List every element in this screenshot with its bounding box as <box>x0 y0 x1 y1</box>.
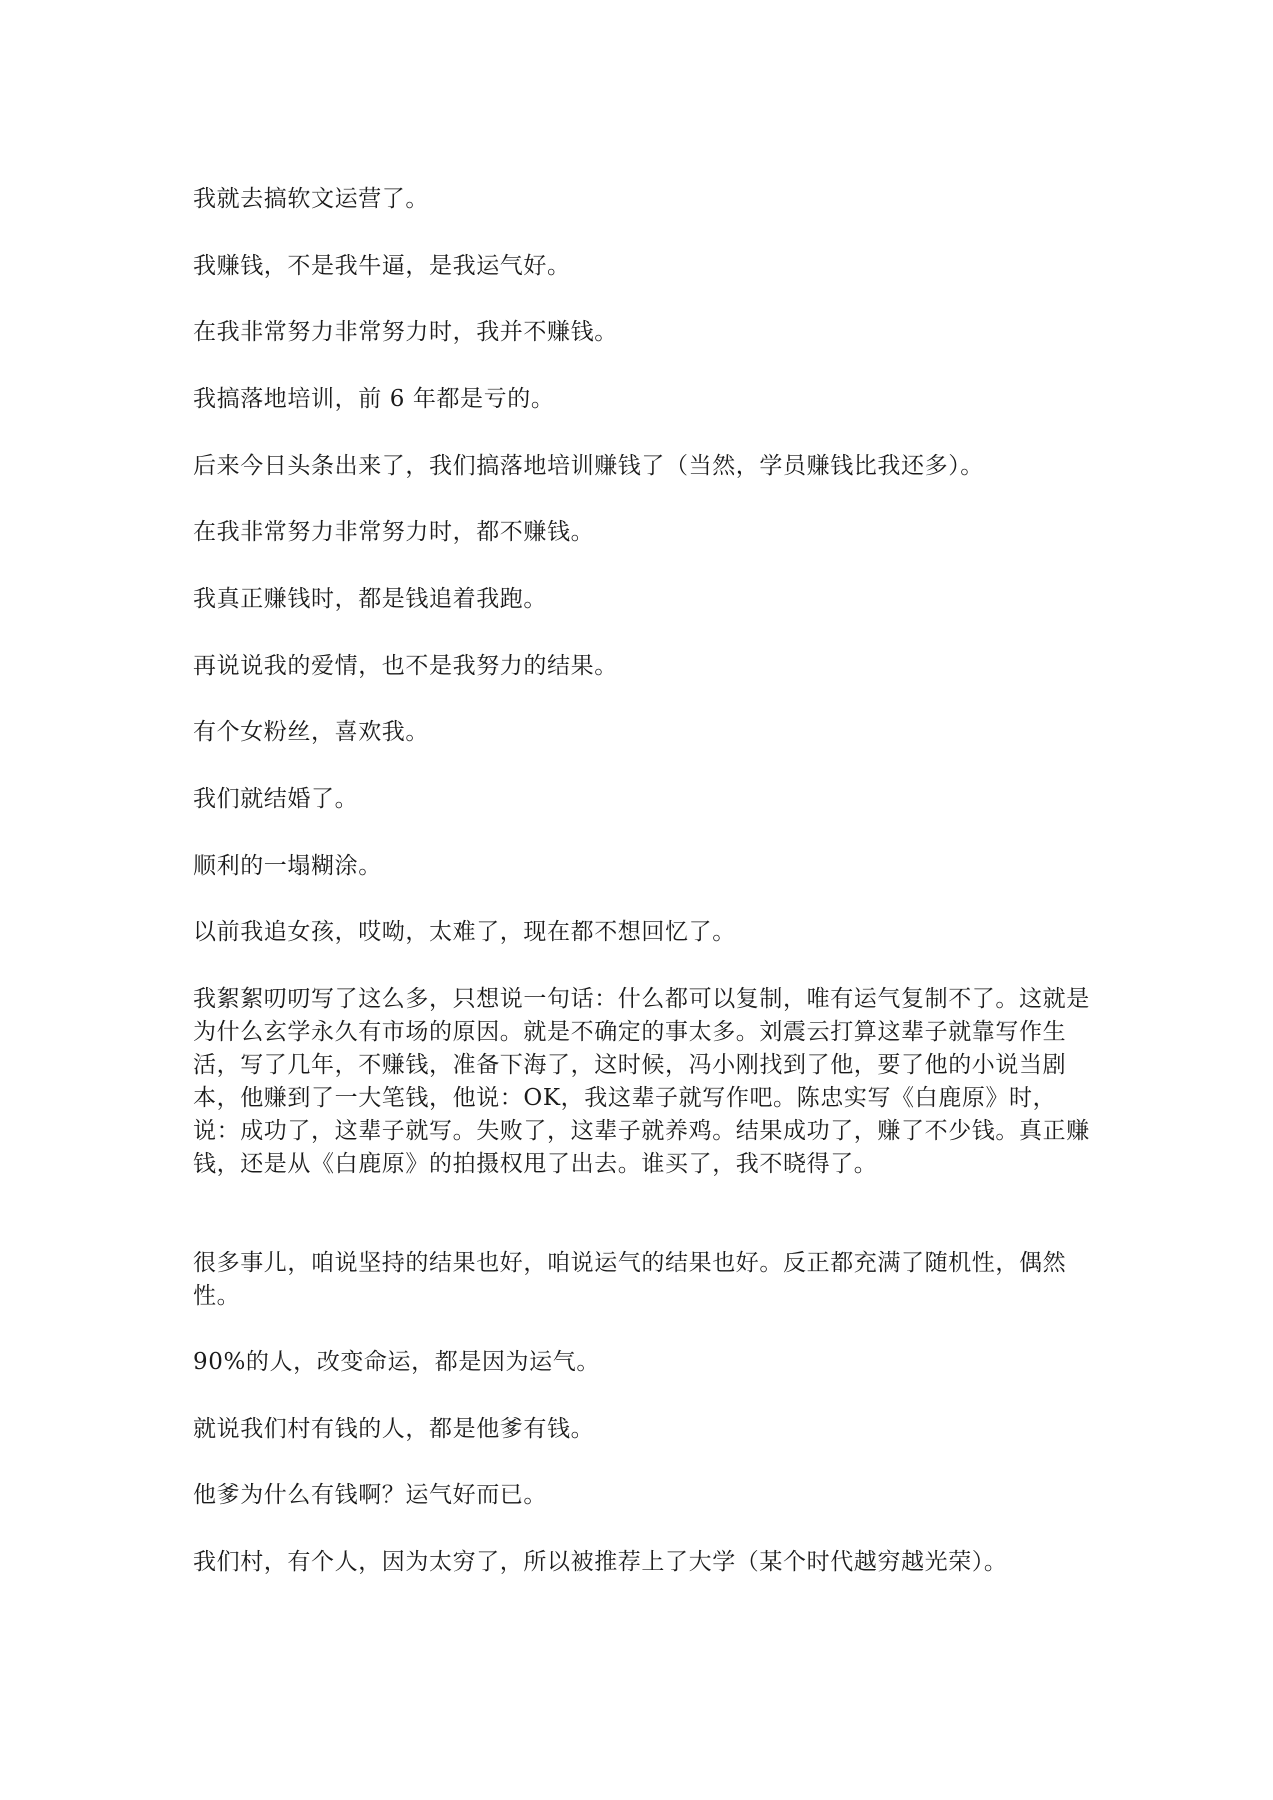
paragraph: 以前我追女孩，哎呦，太难了，现在都不想回忆了。 <box>193 919 736 945</box>
paragraph: 在我非常努力非常努力时，我并不赚钱。 <box>193 319 618 345</box>
paragraph: 顺利的一塌糊涂。 <box>193 853 382 879</box>
paragraph: 我赚钱，不是我牛逼，是我运气好。 <box>193 253 571 279</box>
paragraph: 我絮絮叨叨写了这么多，只想说一句话：什么都可以复制，唯有运气复制不了。这就是为什么玄学永久有市场的原因。就是不确定的事太多。刘震云打算这辈子就靠写作生活，写了几年，不赚钱，准备下海了，这时候，冯小刚找到了他，要了他的小说当剧本，他赚到了一大笔钱，他说：OK，我这辈子就写作吧。陈忠实写《白鹿原》时，说：成功了，这辈子就写。失败了，这辈子就养鸡。结果成功了，赚了不少钱。真正赚钱，还是从《白鹿原》的拍摄权甩了出去。谁买了，我不晓得了。 <box>193 986 1090 1177</box>
paragraph: 他爹为什么有钱啊？运气好而已。 <box>193 1482 547 1508</box>
paragraph: 我们就结婚了。 <box>193 786 359 812</box>
paragraph: 90%的人，改变命运，都是因为运气。 <box>193 1349 600 1375</box>
paragraph: 后来今日头条出来了，我们搞落地培训赚钱了（当然，学员赚钱比我还多）。 <box>193 453 984 479</box>
paragraph: 我真正赚钱时，都是钱追着我跑。 <box>193 586 547 612</box>
paragraph: 我就去搞软文运营了。 <box>193 186 429 212</box>
paragraph: 很多事儿，咱说坚持的结果也好，咱说运气的结果也好。反正都充满了随机性，偶然性。 <box>193 1250 1067 1309</box>
paragraph: 我们村，有个人，因为太穷了，所以被推荐上了大学（某个时代越穷越光荣）。 <box>193 1549 1008 1575</box>
paragraph: 在我非常努力非常努力时，都不赚钱。 <box>193 519 595 545</box>
paragraph: 我搞落地培训，前 6 年都是亏的。 <box>193 386 555 412</box>
paragraph: 就说我们村有钱的人，都是他爹有钱。 <box>193 1416 595 1442</box>
paragraph: 再说说我的爱情，也不是我努力的结果。 <box>193 653 618 679</box>
paragraph: 有个女粉丝，喜欢我。 <box>193 719 429 745</box>
